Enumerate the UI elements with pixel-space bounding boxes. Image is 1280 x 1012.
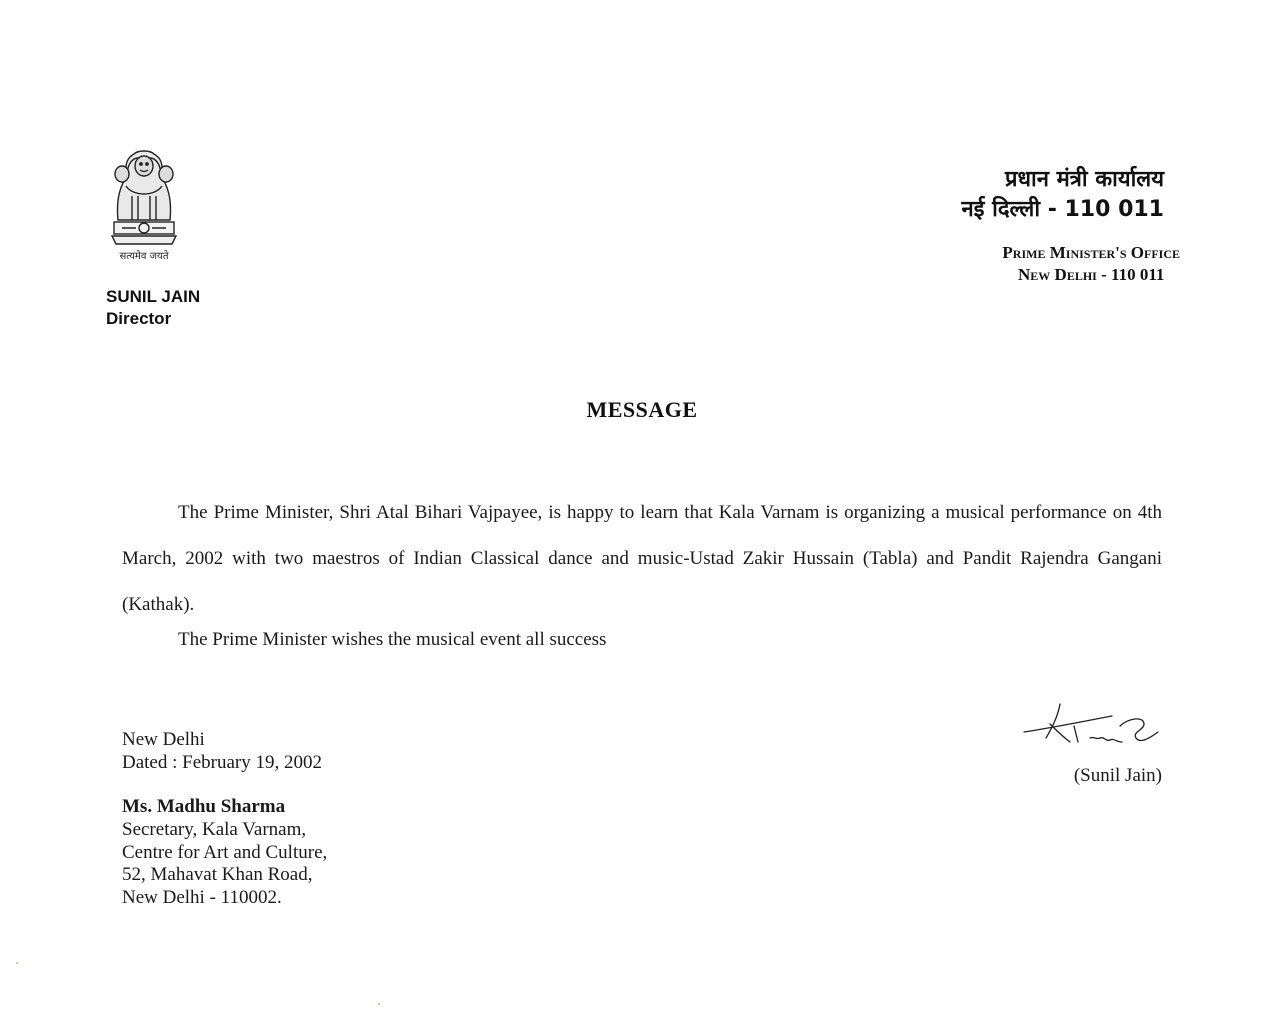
signer-name: (Sunil Jain)	[1073, 765, 1162, 786]
office-english-line2: New Delhi - 110 011	[1018, 265, 1165, 284]
sender-block	[106, 286, 200, 330]
office-english-line1: Prime Minister's Office	[1002, 243, 1180, 262]
scan-speck	[378, 1003, 380, 1005]
message-paragraph-2: The Prime Minister wishes the musical event all success	[178, 629, 607, 650]
scan-speck	[16, 962, 18, 964]
addressee-line-4: New Delhi - 110002.	[122, 887, 282, 909]
addressee-block	[122, 796, 327, 910]
handwritten-signature-icon	[1020, 698, 1165, 756]
place-date-block	[122, 728, 322, 774]
message-paragraph-1: The Prime Minister, Shri Atal Bihari Vajpayee, is happy to learn that Kala Varnam is organizing a musical performance on 4th March, 2002 with two maestros of Indian Classical dance and music-Ustad Zakir Hussain (Tabla) and Pandit Rajendra Gangani (Kathak).	[122, 502, 1162, 615]
addressee-line-1: Secretary, Kala Varnam,	[122, 818, 307, 840]
sender-name: SUNIL JAIN	[106, 287, 201, 306]
addressee-line-2: Centre for Art and Culture,	[122, 841, 328, 863]
emblem-motto: सत्यमेव जयते	[119, 251, 169, 262]
document-title: MESSAGE	[586, 397, 698, 422]
addressee-line-3: 52, Mahavat Khan Road,	[122, 864, 313, 886]
office-hindi-line2: नई दिल्ली - 110 011	[961, 197, 1164, 222]
place: New Delhi	[122, 729, 205, 750]
office-hindi	[961, 165, 1164, 225]
office-hindi-line1: प्रधान मंत्री कार्यालय	[1004, 167, 1164, 192]
office-english	[1002, 242, 1180, 286]
addressee-name: Ms. Madhu Sharma	[122, 796, 286, 817]
date: Dated : February 19, 2002	[122, 752, 322, 773]
national-emblem-icon	[104, 140, 184, 262]
sender-title: Director	[106, 309, 172, 328]
